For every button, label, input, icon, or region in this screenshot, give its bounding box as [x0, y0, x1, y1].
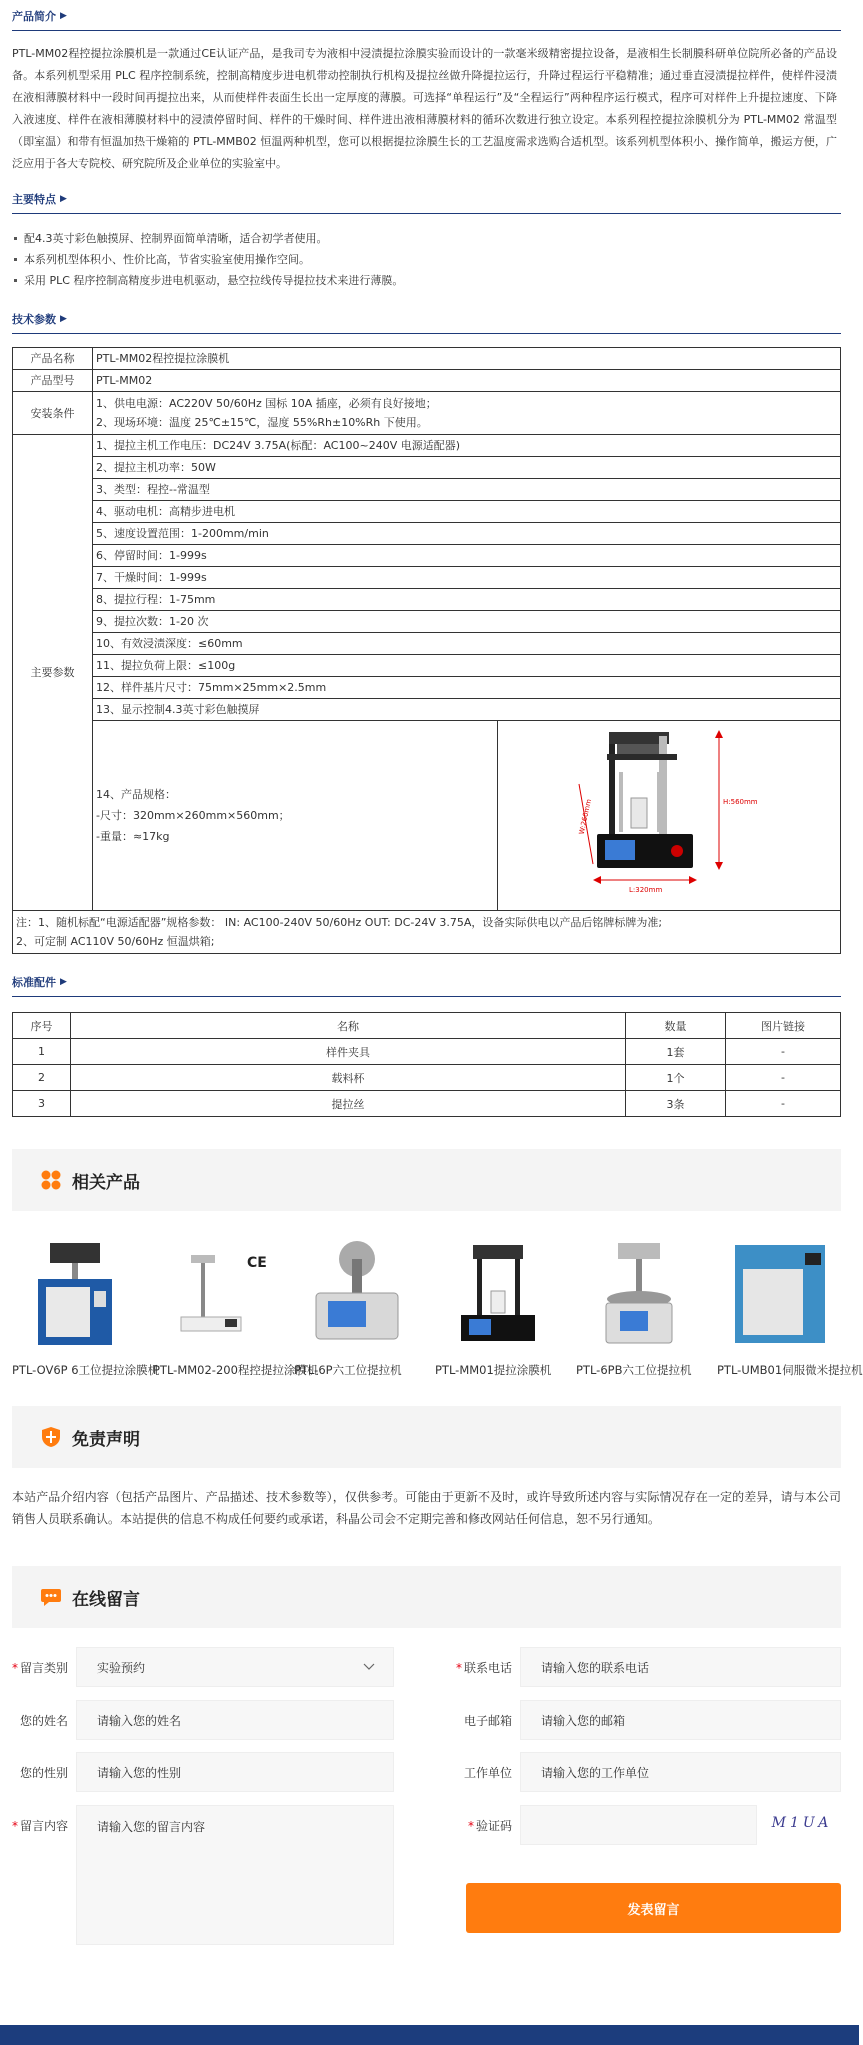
product-name-link[interactable]: PTL-OV6P 6工位提拉涂膜机	[12, 1363, 160, 1377]
label-text: 留言类别	[19, 1661, 68, 1675]
feature-list	[12, 228, 837, 291]
spec-value	[93, 392, 841, 435]
table-cell: 样件夹具	[71, 1039, 626, 1065]
accessory-table	[12, 1012, 841, 1117]
submit-message-button[interactable]: 发表留言	[466, 1883, 841, 1933]
email-label: 电子邮箱	[463, 1714, 512, 1728]
table-cell: 1套	[626, 1039, 726, 1065]
table-header: 数量	[626, 1013, 726, 1039]
message-header	[12, 1566, 841, 1628]
section-standard-title	[12, 974, 841, 990]
triangle-right-icon: ▶	[60, 11, 67, 21]
work-unit-field[interactable]: 请输入您的工作单位	[520, 1752, 841, 1792]
product-thumbnail[interactable]	[294, 1230, 419, 1357]
name-field[interactable]: 请输入您的姓名	[76, 1700, 394, 1740]
related-products-header	[12, 1149, 841, 1211]
related-product-card[interactable]	[153, 1230, 319, 1380]
section-label: 技术参数	[12, 313, 56, 326]
product-name-link[interactable]: PTL-6PB六工位提拉机	[576, 1363, 692, 1377]
table-cell: -	[726, 1039, 841, 1065]
length-label: L:320mm	[629, 886, 663, 894]
gender-label: 您的性别	[19, 1766, 68, 1780]
table-row	[13, 1039, 841, 1065]
param-row: 2、提拉主机功率：50W	[93, 457, 841, 479]
product-name-link[interactable]: PTL-UMB01伺服微米提拉机	[717, 1363, 863, 1377]
product-thumbnail[interactable]	[717, 1230, 842, 1357]
label-text: 验证码	[475, 1819, 512, 1833]
triangle-right-icon: ▶	[60, 314, 67, 324]
required-mark: *	[11, 1661, 18, 1675]
table-cell: -	[726, 1091, 841, 1117]
captcha-field[interactable]	[520, 1805, 757, 1845]
phone-field[interactable]: 请输入您的联系电话	[520, 1647, 841, 1687]
email-field[interactable]: 请输入您的邮箱	[520, 1700, 841, 1740]
triangle-right-icon: ▶	[60, 194, 67, 204]
table-cell: 载料杯	[71, 1065, 626, 1091]
category-label	[8, 1659, 68, 1676]
spec-table	[12, 347, 841, 954]
related-product-card[interactable]	[576, 1230, 701, 1380]
triangle-right-icon: ▶	[60, 977, 67, 987]
section-label: 标准配件	[12, 976, 56, 989]
required-mark: *	[11, 1819, 18, 1833]
category-select[interactable]	[76, 1647, 394, 1687]
param-row: 1、提拉主机工作电压：DC24V 3.75A(标配：AC100~240V 电源适配器)	[93, 435, 841, 457]
param-row: 5、速度设置范围：1-200mm/min	[93, 523, 841, 545]
section-intro-title	[12, 8, 841, 24]
divider	[12, 996, 841, 997]
table-row	[13, 1065, 841, 1091]
divider	[12, 213, 841, 214]
label-text: 留言内容	[19, 1819, 68, 1833]
captcha-image[interactable]: M1UA	[771, 1815, 833, 1831]
spec-label: 产品型号	[13, 370, 93, 392]
category-selected-value: 实验预约	[97, 1660, 146, 1675]
note-line: 注：1、随机标配“电源适配器”规格参数： IN: AC100-240V 50/60Hz OUT: DC-24V 3.75A，设备实际供电以产品后铭牌标牌为准;	[16, 916, 663, 929]
spec-note	[13, 911, 841, 954]
spec-label: 产品名称	[13, 348, 93, 370]
table-cell: 3条	[626, 1091, 726, 1117]
param-row: 11、提拉负荷上限：≤100g	[93, 655, 841, 677]
product-name-link[interactable]: PTL-MM02-200程控提拉涂膜机	[153, 1363, 319, 1377]
table-cell: 1	[13, 1039, 71, 1065]
required-mark: *	[455, 1661, 462, 1675]
section-label: 主要特点	[12, 193, 56, 206]
table-cell: 提拉丝	[71, 1091, 626, 1117]
param-row: 9、提拉次数：1-20 次	[93, 611, 841, 633]
table-header: 名称	[71, 1013, 626, 1039]
shield-icon	[40, 1426, 62, 1448]
param-row: 13、显示控制4.3英寸彩色触摸屏	[93, 699, 841, 721]
param-row: 7、干燥时间：1-999s	[93, 567, 841, 589]
label-text: 联系电话	[463, 1661, 512, 1675]
captcha-label	[452, 1817, 512, 1834]
param-row: 10、有效浸渍深度：≤60mm	[93, 633, 841, 655]
name-label: 您的姓名	[19, 1714, 68, 1728]
six-station-coater-image	[302, 1239, 412, 1349]
size-line: -尺寸：320mm×260mm×560mm；	[96, 809, 290, 822]
param-row: 3、类型：程控--常温型	[93, 479, 841, 501]
dip-coater-dimension-image	[569, 724, 769, 900]
install-line: 1、供电电源：AC220V 50/60Hz 国标 10A 插座，必须有良好接地；	[96, 397, 437, 410]
product-thumbnail[interactable]	[576, 1230, 701, 1357]
install-line: 2、现场环境：温度 25℃±15℃，湿度 55%Rh±10%Rh 下使用。	[96, 416, 428, 429]
content-label	[8, 1817, 68, 1834]
disclaimer-text: 本站产品介绍内容（包括产品图片、产品描述、技术参数等），仅供参考。可能由于更新不及时，或许导致所述内容与实际情况存在一定的差异，请与本公司销售人员联系确认。本站提供的信息不构成任何要约或承诺，科晶公司会不定期完善和修改网站任何信息，恕不另行通知。	[12, 1490, 841, 1526]
related-product-card[interactable]	[294, 1230, 419, 1380]
param-row: 4、驱动电机：高精步进电机	[93, 501, 841, 523]
table-row	[13, 1091, 841, 1117]
six-station-b-image	[584, 1239, 694, 1349]
feature-item: 采用 PLC 程序控制高精度步进电机驱动，悬空拉线传导提拉技术来进行薄膜。	[12, 270, 837, 291]
spec-label: 主要参数	[13, 435, 93, 911]
phone-label	[452, 1659, 512, 1676]
chat-bubble-icon	[40, 1586, 62, 1608]
table-header: 图片链接	[726, 1013, 841, 1039]
size-line: 14、产品规格：	[96, 788, 176, 801]
spec-label: 安装条件	[13, 392, 93, 435]
mm01-coater-image	[443, 1239, 553, 1349]
note-line: 2、可定制 AC110V 50/60Hz 恒温烘箱;	[16, 935, 215, 948]
block-title: 免责声明	[72, 1429, 140, 1450]
table-header: 序号	[13, 1013, 71, 1039]
related-product-card[interactable]	[717, 1230, 863, 1380]
product-name-link[interactable]: PTL-MM01提拉涂膜机	[435, 1363, 552, 1377]
param-row: 6、停留时间：1-999s	[93, 545, 841, 567]
block-title: 相关产品	[72, 1172, 140, 1193]
product-thumbnail[interactable]	[12, 1230, 137, 1357]
table-cell: 3	[13, 1091, 71, 1117]
feature-item: 本系列机型体积小、性价比高，节省实验室使用操作空间。	[12, 249, 837, 270]
section-specs-title	[12, 311, 841, 327]
spec-value: PTL-MM02程控提拉涂膜机	[93, 348, 841, 370]
ce-mark: CE	[246, 1254, 267, 1271]
spec-value: PTL-MM02	[93, 370, 841, 392]
gender-field[interactable]: 请输入您的性别	[76, 1752, 394, 1792]
required-mark: *	[467, 1819, 474, 1833]
size-cell	[93, 721, 498, 911]
size-line: -重量：≈17kg	[96, 830, 170, 843]
table-cell: -	[726, 1065, 841, 1091]
section-label: 产品简介	[12, 10, 56, 23]
servo-micron-coater-image	[725, 1239, 835, 1349]
block-title: 在线留言	[72, 1589, 140, 1610]
table-cell: 1个	[626, 1065, 726, 1091]
message-textarea[interactable]: 请输入您的留言内容	[76, 1805, 394, 1945]
divider	[12, 333, 841, 334]
disclaimer-header	[12, 1406, 841, 1468]
related-product-card[interactable]	[435, 1230, 560, 1380]
chevron-down-icon	[363, 1663, 375, 1671]
product-name-link[interactable]: PTL-6P六工位提拉机	[294, 1363, 402, 1377]
unit-label: 工作单位	[463, 1766, 512, 1780]
width-label: W:260mm	[577, 798, 594, 836]
height-label: H:560mm	[723, 798, 758, 806]
product-image-cell	[498, 721, 841, 911]
footer-bar	[0, 2025, 859, 2045]
product-thumbnail[interactable]	[435, 1230, 560, 1357]
related-product-card[interactable]	[12, 1230, 160, 1380]
product-thumbnail[interactable]	[153, 1230, 278, 1357]
divider	[12, 30, 841, 31]
param-row: 12、样件基片尺寸：75mm×25mm×2.5mm	[93, 677, 841, 699]
section-features-title	[12, 191, 841, 207]
param-row: 8、提拉行程：1-75mm	[93, 589, 841, 611]
oven-dip-coater-image	[30, 1239, 120, 1349]
grid-icon	[40, 1169, 62, 1191]
table-cell: 2	[13, 1065, 71, 1091]
feature-item: 配4.3英寸彩色触摸屏、控制界面简单清晰，适合初学者使用。	[12, 228, 837, 249]
mm02-200-image	[161, 1239, 271, 1349]
intro-paragraph: PTL-MM02程控提拉涂膜机是一款通过CE认证产品，是我司专为液相中浸渍提拉涂膜实验而设计的一款毫米级精密提拉设备，是液相生长制膜科研单位院所必备的产品设备。本系列机型采用 PLC 程序控制系统，控制高精度步进电机带动控制执行机构及提拉丝做升降提拉运行，升降过程运行平稳精准；通过垂直浸渍提拉样件，使样件浸渍在液相薄膜材料中一段时间再提拉出来，从而使样件表面生长出一定厚度的薄膜。可选择“单程运行”及“全程运行”两种程序运行模式，程序可对样件上升提拉速度、下降入液速度、样件在液相薄膜材料中的浸渍停留时间、样件的干燥时间、样件进出液相薄膜材料的循环次数进行独立设定。本系列程控提拉涂膜机分为 PTL-MM02 常温型（即室温）和带有恒温加热干燥箱的 PTL-MMB02 恒温两种机型，您可以根据提拉涂膜生长的工艺温度需求选购合适机型。该系列机型体积小、操作简单，搬运方便，广泛应用于各大专院校、研究院所及企业单位的实验室中。	[12, 47, 837, 170]
